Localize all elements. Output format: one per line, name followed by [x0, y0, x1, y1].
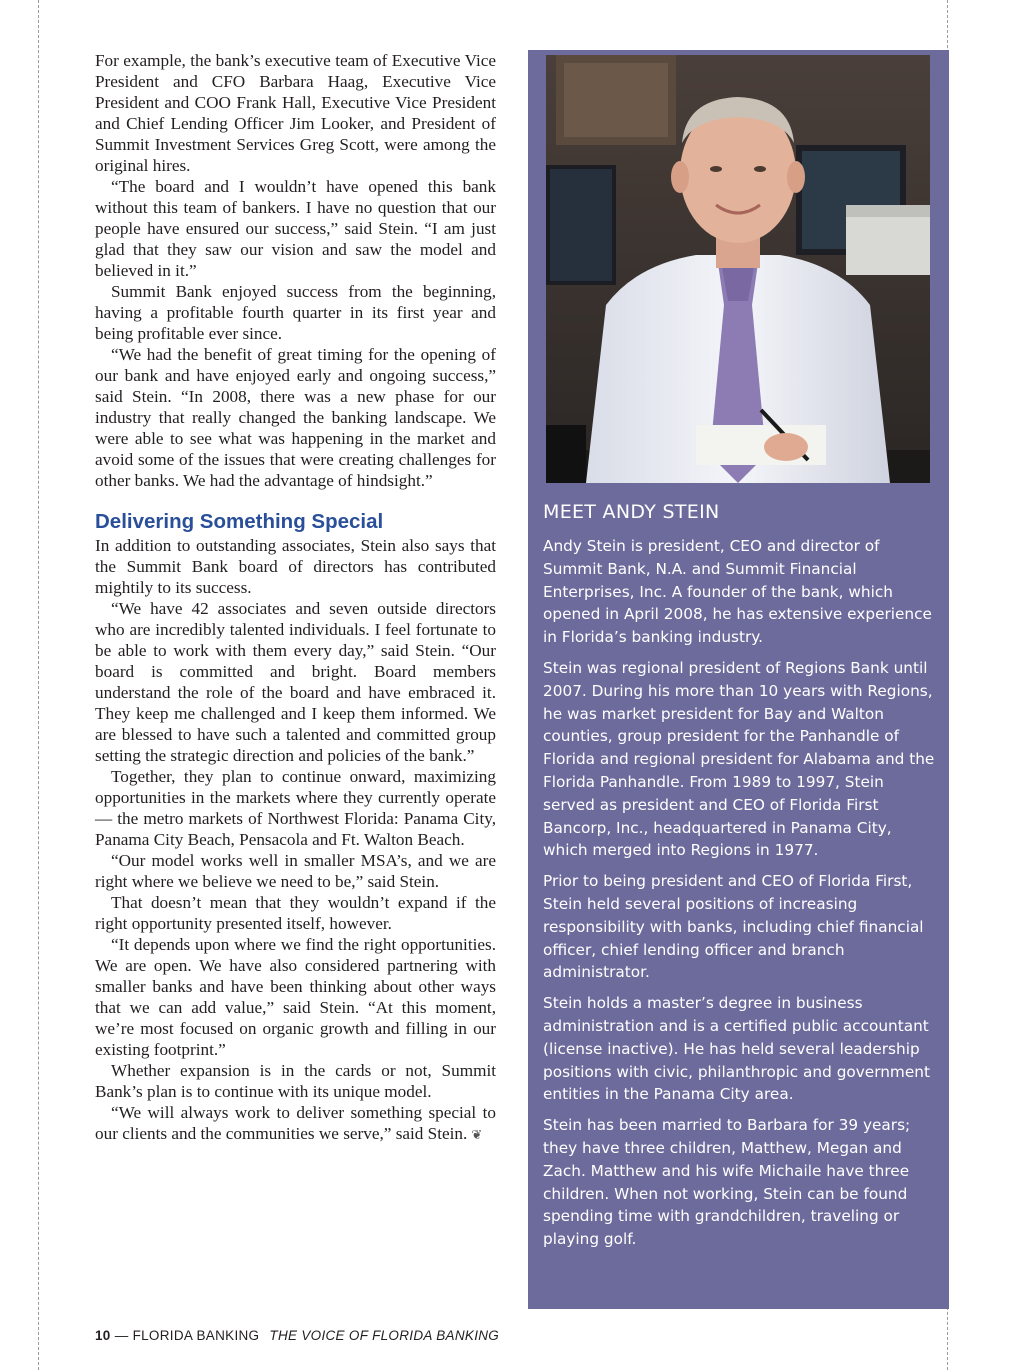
article-paragraph: “It depends upon where we find the right opportunities. We are open. We have also considered partnering with smaller banks and have been thinking about other ways that we can add value,” said Stein. “At this moment, we’re most focused on organic growth and filling in our existing footprint.”	[95, 935, 496, 1059]
sidebar-paragraph: Stein has been married to Barbara for 39 years; they have three children, Matthew, Megan and Zach. Matthew and his wife Michaile have three children. When not working, Stein can be found spending time with grandchildren, traveling or playing golf.	[543, 1116, 911, 1249]
article-paragraph: Together, they plan to continue onward, maximizing opportunities in the markets where they currently operate — the metro markets of Northwest Florida: Panama City, Panama City Beach, Pensacola and Ft. Walton Beach.	[95, 767, 496, 849]
sidebar-text	[543, 500, 935, 1259]
article-paragraph: “Our model works well in smaller MSA’s, and we are right where we believe we need to be,” said Stein.	[95, 851, 496, 891]
trim-line-left	[38, 0, 39, 1370]
last-paragraph-text: “We will always work to deliver something special to our clients and the communities we serve,” said Stein.	[95, 1103, 496, 1143]
page-footer	[95, 1328, 499, 1343]
sidebar-heading: MEET ANDY STEIN	[543, 501, 720, 523]
footer-separator: —	[114, 1328, 129, 1343]
article-paragraph: “We had the benefit of great timing for the opening of our bank and have enjoyed early and ongoing success,” said Stein. “In 2008, there was a new phase for our industry that really changed the banking landscape. We were able to see what was happening in the market and avoid some of the issues that were creating challenges for other banks. We had the advantage of hindsight.”	[95, 345, 496, 490]
article-column	[95, 50, 496, 1145]
article-paragraph: That doesn’t mean that they wouldn’t expand if the right opportunity presented itself, however.	[95, 893, 496, 933]
article-paragraph-last	[95, 1102, 496, 1145]
section-subhead: Delivering Something Special	[95, 510, 384, 533]
article-paragraph: “The board and I wouldn’t have opened this bank without this team of bankers. I have no question that our people have ensured our success,” said Stein. “I am just glad that they saw our vision and saw the model and believed in it.”	[95, 177, 496, 280]
sidebar-paragraph: Andy Stein is president, CEO and director of Summit Bank, N.A. and Summit Financial Enterprises, Inc. A founder of the bank, which opened in April 2008, he has extensive experience in Florida’s banking industry.	[543, 537, 932, 647]
article-paragraph: For example, the bank’s executive team of Executive Vice President and CFO Barbara Haag, Executive Vice President and COO Frank Hall, Executive Vice President and Chief Lending Officer Jim Looker, and President of Summit Investment Services Greg Scott, were among the original hires.	[95, 51, 496, 175]
sidebar-paragraph: Prior to being president and CEO of Florida First, Stein held several positions of increasing responsibility with banks, including chief financial officer, chief lending officer and branch administrator.	[543, 872, 924, 982]
publication-tagline: THE VOICE OF FLORIDA BANKING	[269, 1328, 500, 1343]
end-mark-icon: ❦	[471, 1127, 483, 1142]
article-paragraph: “We have 42 associates and seven outside directors who are incredibly talented individuals. I feel fortunate to be able to work with them every day,” said Stein. “Our board is committed and bright. Board members understand the role of the board and have embraced it. They keep me challenged and I keep them informed. We are blessed to have such a talented and committed group setting the strategic direction and policies of the bank.”	[95, 599, 496, 765]
portrait-photo	[546, 55, 930, 483]
article-paragraph: Summit Bank enjoyed success from the beginning, having a profitable fourth quarter in its first year and being profitable ever since.	[95, 282, 496, 343]
article-paragraph: In addition to outstanding associates, Stein also says that the Summit Bank board of directors has contributed mightily to its success.	[95, 536, 496, 597]
portrait-illustration	[546, 55, 930, 483]
sidebar-paragraph: Stein holds a master’s degree in business administration and is a certified public accountant (license inactive). He has held several leadership positions with civic, philanthropic and government entities in the Panama City area.	[543, 994, 930, 1104]
article-paragraph: Whether expansion is in the cards or not, Summit Bank’s plan is to continue with its unique model.	[95, 1061, 496, 1101]
sidebar-paragraph: Stein was regional president of Regions Bank until 2007. During his more than 10 years with Regions, he was market president for Bay and Walton counties, group president for the Panhandle of Florida and regional president for Alabama and the Florida Panhandle. From 1989 to 1997, Stein served as president and CEO of Florida First Bancorp, Inc., headquartered in Panama City, which merged into Regions in 1977.	[543, 658, 935, 860]
publication-name: FLORIDA BANKING	[132, 1328, 260, 1343]
page-number: 10	[95, 1328, 111, 1343]
profile-sidebar	[528, 50, 949, 1309]
